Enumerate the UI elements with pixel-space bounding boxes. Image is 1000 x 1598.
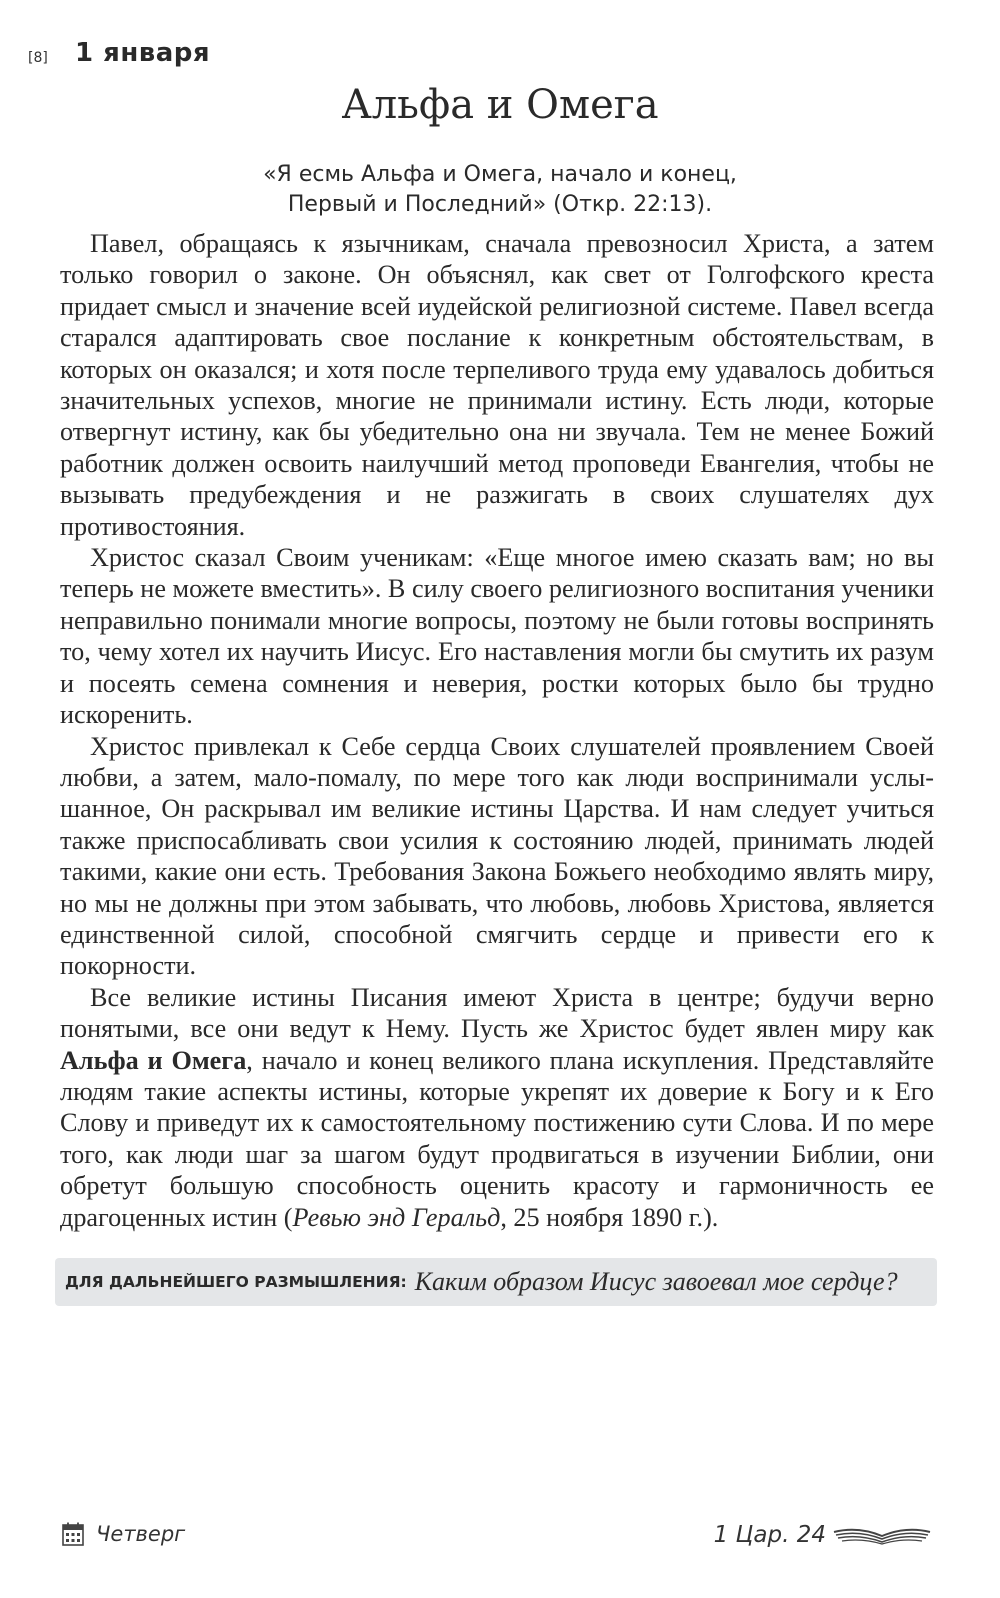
paragraph-2: Христос сказал Своим ученикам: «Еще многое имею сказать вам; но вы теперь не можете вместить». В силу своего религиозного воспитания ученики неправильно понимали многие вопросы, поэтому не были готовы воспринять то, чему хотел их научить Иисус. Его наставления могли бы смутить их разум и посеять семена сомнения и неверия, ростки которых было бы трудно искоренить. xyxy=(60,543,934,730)
footer-bible-reading xyxy=(714,1522,932,1548)
paragraph-4-part-b: , начало и конец великого плана искупления. Представляйте людям такие аспекты истины, которые укрепят их доверие к Богу и к Его Слову и приведут их к самостоятельному постижению сути Слова. И по мере того, как люди шаг за шагом будут продвигаться в изучении Библии, они обретут большую способность оценить красоту и гармоничность ее драгоценных истин ( xyxy=(60,1045,934,1232)
weekday-label: Четверг xyxy=(96,1522,186,1546)
page-number: [8] xyxy=(28,50,48,66)
bible-reading-reference: 1 Цар. 24 xyxy=(713,1522,826,1548)
epigraph xyxy=(150,160,850,220)
paragraph-4-emphasis: Альфа и Омега xyxy=(60,1045,247,1075)
paragraph-4-part-a: Все великие истины Писания имеют Христа в центре; будучи верно понятыми, все они ведут к Нему. Пусть же Христос будет явлен миру как xyxy=(60,982,934,1044)
reading-title: Альфа и Омега xyxy=(341,82,659,128)
paragraph-1: Павел, обращаясь к язычникам, сначала превозносил Христа, а затем только говорил о законе. Он объяснял, как свет от Голгофского креста придает смысл и значение всей иудейской религиозной системе. Павел всегда старался адаптировать свое послание к конкретным обстоятельствам, в которых он оказался; и хотя после терпеливого труда ему удавалось добиться значительных успехов, многие не принимали истину. Есть люди, которые отвергнут истину, как бы убедительно она ни звучала. Тем не менее Божий работник должен освоить наилучший метод проповеди Евангелия, чтобы не вызывать предубеждения и не разжигать в своих слушателях дух противостояния. xyxy=(60,229,934,541)
footer-weekday xyxy=(62,1522,185,1546)
paragraph-3: Христос привлекал к Себе сердца Своих слушателей проявлением Своей любви, а затем, мало-помалу, по мере того как люди воспринимали услышанное, Он раскрывал им великие истины Царства. И нам следует учиться также приспосабливать свои усилия к состоянию людей, принимать людей такими, какие они есть. Требования Закона Божьего необходимо являть миру, но мы не должны при этом забывать, что любовь, любовь Христова, является единственной силой, способной смягчить сердце и привести его к покорности. xyxy=(60,731,934,981)
epigraph-line-2: Первый и Последний» (Откр. 22:13). xyxy=(287,192,713,217)
source-citation: Ревью энд Геральд xyxy=(292,1202,501,1232)
reflection-label: ДЛЯ ДАЛЬНЕЙШЕГО РАЗМЫШЛЕНИЯ: xyxy=(65,1273,407,1291)
calendar-icon xyxy=(62,1522,84,1546)
reading-body xyxy=(60,228,934,1233)
paragraph-4 xyxy=(60,982,934,1233)
reflection-question: Каким образом Иисус завоевал мое сердце? xyxy=(414,1267,898,1296)
paragraph-4-part-c: , 25 ноября 1890 г.). xyxy=(500,1202,719,1232)
reflection-box xyxy=(55,1258,937,1306)
epigraph-line-1: «Я есмь Альфа и Омега, начало и конец, xyxy=(263,162,737,187)
reading-date: 1 января xyxy=(75,38,211,68)
open-book-icon xyxy=(832,1524,932,1546)
